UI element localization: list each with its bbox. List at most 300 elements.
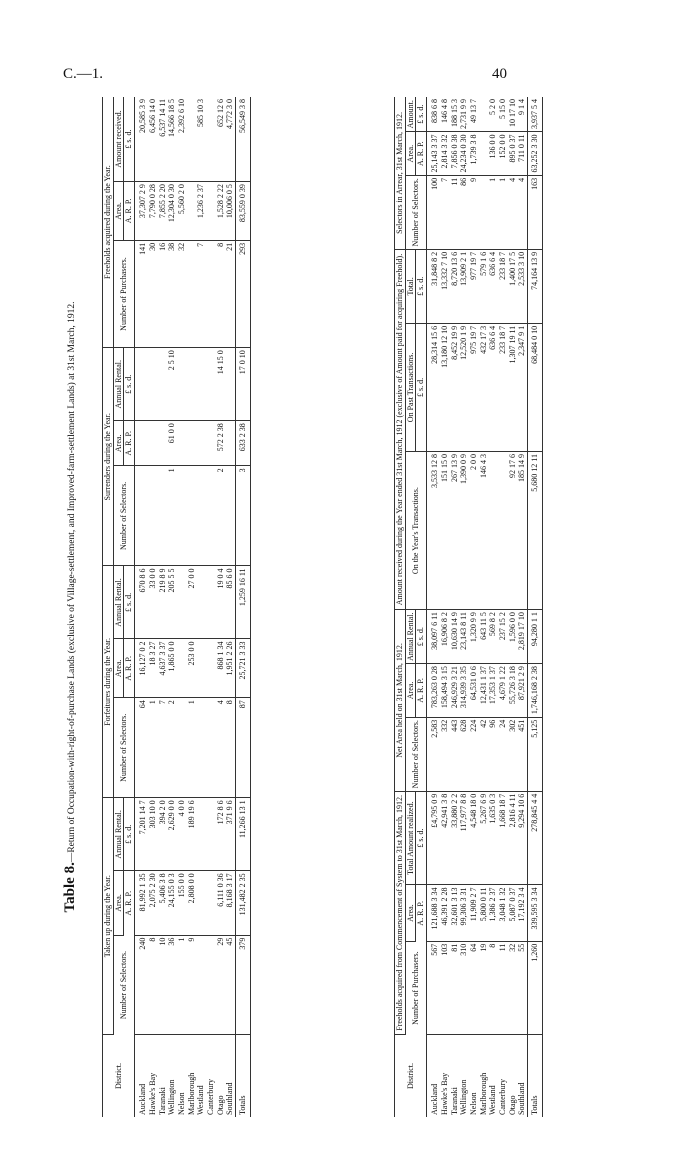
- table-row: [216, 97, 226, 1117]
- rotated-page-content: [64, 97, 694, 1117]
- cell: 4: [508, 175, 518, 249]
- cell: 32: [508, 941, 518, 1034]
- cell: 1,865 0 0: [167, 639, 177, 698]
- table-row: [450, 97, 460, 1117]
- cell: 8: [225, 698, 235, 798]
- group-header: Surrenders during the Year.: [103, 348, 114, 566]
- cell: 16,127 0 2: [135, 639, 148, 698]
- column-header: Number of Selectors.: [405, 717, 426, 791]
- cell: 20,585 3 9: [135, 97, 148, 182]
- cell: 4,679 1 22: [498, 664, 508, 718]
- cell: 443: [450, 717, 460, 791]
- cell: 5,560 2 0: [177, 182, 187, 241]
- cell: 42: [479, 717, 489, 791]
- cell: [206, 798, 216, 871]
- units-header: A. R. P.: [124, 182, 135, 241]
- cell: 36: [167, 935, 177, 1034]
- cell: 4,637 3 37: [158, 639, 168, 698]
- cell: 233 18 7: [498, 249, 508, 323]
- cell: [135, 466, 148, 566]
- cell: 81: [450, 941, 460, 1034]
- cell: 2,583: [427, 717, 440, 791]
- caption-text: —Return of Occupation-with-right-of-purchase Lands (exclusive of Village-settlement, and Improved-farm-settlement Lands) at 31st March, 1912.: [67, 301, 77, 863]
- column-header: Area.: [405, 885, 416, 941]
- cell: 103: [440, 941, 450, 1034]
- total-cell: 131,482 2 35: [236, 871, 251, 935]
- cell: 1,320 9 9: [469, 610, 479, 664]
- cell: 1,596 0 0: [508, 610, 518, 664]
- cell: 17,192 3 4: [517, 885, 527, 941]
- cell: 2,808 0 0: [187, 871, 197, 935]
- cell: 1: [498, 175, 508, 249]
- cell: 585 10 3: [196, 97, 206, 182]
- cell: 32: [177, 240, 187, 347]
- cell: 21: [225, 240, 235, 347]
- cell: 55: [517, 941, 527, 1034]
- cell: 158,494 3 15: [440, 664, 450, 718]
- district-name: Hawke's Bay: [439, 1072, 449, 1115]
- cell: 6,537 14 11: [158, 97, 168, 182]
- cell: 838 6 8: [427, 97, 440, 132]
- cell: 394 2 0: [158, 798, 168, 871]
- table-row: [225, 97, 235, 1117]
- cell: 9 1 4: [517, 97, 527, 132]
- cell: [177, 466, 187, 566]
- table-row: [158, 97, 168, 1117]
- total-cell: 1,746,168 2 38: [528, 664, 543, 718]
- cell: [135, 348, 148, 421]
- cell: 86: [459, 175, 469, 249]
- cell: 33,880 2 2: [450, 791, 460, 885]
- cell: 81,992 1 35: [135, 871, 148, 935]
- cell: 1,635 0 3: [488, 791, 498, 885]
- cell: 1,386 2 37: [488, 885, 498, 941]
- cell: 8,720 13 6: [450, 249, 460, 323]
- column-header: Area.: [405, 132, 416, 175]
- column-header: On Past Transactions.: [405, 323, 416, 451]
- cell: 8,452 19 9: [450, 323, 460, 451]
- column-header: Number of Purchasers.: [405, 941, 426, 1034]
- cell: 85 6 0: [225, 566, 235, 639]
- cell: [479, 132, 489, 175]
- cell: 1,400 17 5: [508, 249, 518, 323]
- column-header: Area.: [405, 664, 416, 718]
- cell: 4: [216, 698, 226, 798]
- cell: 24,234 0 30: [459, 132, 469, 175]
- cell: 5 15 0: [498, 97, 508, 132]
- cell: 13,909 2 1: [459, 249, 469, 323]
- total-cell: 3: [236, 466, 251, 566]
- cell: 121,688 3 34: [427, 885, 440, 941]
- cell: 13,180 12 10: [440, 323, 450, 451]
- cell: 7,855 2 20: [158, 182, 168, 241]
- cell: 267 13 9: [450, 452, 460, 610]
- total-cell: 339,595 3 34: [528, 885, 543, 941]
- cell: 868 1 34: [216, 639, 226, 698]
- district-name: Marlborough: [186, 1072, 196, 1115]
- district-name: Auckland: [430, 1083, 440, 1115]
- cell: [206, 466, 216, 566]
- cell: 136 0 0: [488, 132, 498, 175]
- cell: 11: [450, 175, 460, 249]
- units-header: £ s. d.: [124, 566, 135, 639]
- cell: 332: [440, 717, 450, 791]
- cell: 12,520 1 9: [459, 323, 469, 451]
- cell: 1,528 2 22: [216, 182, 226, 241]
- cell: [177, 698, 187, 798]
- total-cell: 87: [236, 698, 251, 798]
- units-header: A. R. P.: [416, 664, 427, 718]
- cell: 189 19 6: [187, 798, 197, 871]
- cell: 100: [427, 175, 440, 249]
- column-header: Annual Rental.: [113, 798, 124, 871]
- cell: 19: [479, 941, 489, 1034]
- district-name: Taranaki: [157, 1087, 167, 1115]
- cell: 10: [158, 935, 168, 1034]
- table-1-block: [102, 97, 251, 1117]
- cell: 567: [427, 941, 440, 1034]
- district-name: Nelson: [468, 1092, 478, 1115]
- cell: 99,306 3 31: [459, 885, 469, 941]
- cell: 4,548 18 0: [469, 791, 479, 885]
- district-name: Taranaki: [449, 1087, 459, 1115]
- cell: 2,814 3 32: [440, 132, 450, 175]
- cell: 2,731 9 9: [459, 97, 469, 132]
- cell: 155 0 0: [177, 871, 187, 935]
- column-header: Total.: [405, 249, 416, 323]
- cell: 24,155 0 3: [167, 871, 177, 935]
- cell: 55,726 3 18: [508, 664, 518, 718]
- cell: [206, 97, 216, 182]
- cell: [206, 871, 216, 935]
- cell: 5,087 0 37: [508, 885, 518, 941]
- units-header: A. R. P.: [124, 871, 135, 935]
- cell: 2 0 0: [469, 452, 479, 610]
- cell: 9: [187, 935, 197, 1034]
- cell: 2,347 9 1: [517, 323, 527, 451]
- cell: 30: [148, 240, 158, 347]
- cell: [196, 698, 206, 798]
- cell: 17,353 1 37: [488, 664, 498, 718]
- cell: [148, 348, 158, 421]
- total-cell: 5,125: [528, 717, 543, 791]
- units-header: £ s. d.: [416, 97, 427, 132]
- cell: 12,304 0 30: [167, 182, 177, 241]
- cell: 233 18 7: [498, 323, 508, 451]
- cell: 29: [216, 935, 226, 1034]
- total-cell: 293: [236, 240, 251, 347]
- cell: 5 2 0: [488, 97, 498, 132]
- cell: [206, 240, 216, 347]
- cell: [187, 348, 197, 421]
- total-cell: 68,484 0 10: [528, 323, 543, 451]
- cell: 783,263 0 28: [427, 664, 440, 718]
- cell: 33 0 0: [148, 566, 158, 639]
- cell: 2,816 4 11: [508, 791, 518, 885]
- table-row: [517, 97, 527, 1117]
- column-header: Number of Purchasers.: [113, 240, 134, 347]
- cell: 4,772 3 0: [225, 97, 235, 182]
- column-header: Number of Selectors.: [113, 698, 134, 798]
- table-row: [177, 97, 187, 1117]
- cell: 14 15 0: [216, 348, 226, 421]
- district-name: Nelson: [176, 1092, 186, 1115]
- cell: [158, 466, 168, 566]
- total-cell: 25,721 3 33: [236, 639, 251, 698]
- group-header: Taken up during the Year.: [103, 798, 114, 1035]
- cell: 9,294 10 6: [517, 791, 527, 885]
- cell: [206, 698, 216, 798]
- cell: 11,909 2 7: [469, 885, 479, 941]
- total-cell: 379: [236, 935, 251, 1034]
- district-name: Marlborough: [478, 1072, 488, 1115]
- total-cell: 17 0 10: [236, 348, 251, 421]
- total-cell: 83,559 0 39: [236, 182, 251, 241]
- cell: 652 12 6: [216, 97, 226, 182]
- cell: 7,856 0 38: [450, 132, 460, 175]
- cell: 16,906 8 2: [440, 610, 450, 664]
- cell: 64,531 0 6: [469, 664, 479, 718]
- district-name: Southland: [517, 1082, 527, 1115]
- cell: 711 0 11: [517, 132, 527, 175]
- cell: 7: [158, 698, 168, 798]
- cell: 303 10 0: [148, 798, 158, 871]
- table-row: [206, 97, 216, 1117]
- cell: 8: [148, 935, 158, 1034]
- table-row: [167, 97, 177, 1117]
- cell: 7: [196, 240, 206, 347]
- cell: [206, 566, 216, 639]
- cell: [225, 348, 235, 421]
- group-header: Amount received during the Year ended 31st March, 1912 (exclusive of Amount paid for acquiring Freehold).: [395, 249, 406, 609]
- cell: 152 0 0: [498, 132, 508, 175]
- cell: 61 0 0: [167, 421, 177, 466]
- column-header: Amount received.: [113, 97, 124, 182]
- cell: 151 15 0: [440, 452, 450, 610]
- column-header: Annual Rental.: [113, 566, 124, 639]
- table-row: [479, 97, 489, 1117]
- cell: 240: [135, 935, 148, 1034]
- cell: [206, 348, 216, 421]
- table-row: [148, 97, 158, 1117]
- cell: 27 0 0: [187, 566, 197, 639]
- cell: 1,951 2 26: [225, 639, 235, 698]
- cell: 18 3 27: [148, 639, 158, 698]
- cell: 4 0 0: [177, 798, 187, 871]
- group-header: Forfeitures during the Year.: [103, 566, 114, 798]
- group-header: Selectors in Arrear, 31st March, 1912.: [395, 97, 406, 249]
- cell: 2 5 10: [167, 348, 177, 421]
- cell: 32,601 3 13: [450, 885, 460, 941]
- cell: [206, 182, 216, 241]
- total-cell: 94,280 1 1: [528, 610, 543, 664]
- cell: 1,307 19 11: [508, 323, 518, 451]
- cell: [177, 566, 187, 639]
- cell: 253 0 0: [187, 639, 197, 698]
- cell: 977 19 7: [469, 249, 479, 323]
- total-cell: 5,680 12 11: [528, 452, 543, 610]
- column-header: Total Amount realized.: [405, 791, 416, 885]
- column-header: Area.: [113, 639, 124, 698]
- table-2: [394, 97, 543, 1117]
- totals-label: Totals: [528, 1035, 543, 1118]
- table-row: [488, 97, 498, 1117]
- column-header: Area.: [113, 182, 124, 241]
- cell: £4,795 0 9: [427, 791, 440, 885]
- column-header: Area.: [113, 871, 124, 935]
- cell: [196, 348, 206, 421]
- district-name: Otago: [507, 1095, 517, 1115]
- cell: 302: [508, 717, 518, 791]
- table-row: [187, 97, 197, 1117]
- district-name: Auckland: [138, 1083, 148, 1115]
- cell: 2,629 0 0: [167, 798, 177, 871]
- total-cell: 3,937 5 4: [528, 97, 543, 132]
- district-header: District.: [395, 1035, 427, 1118]
- cell: 5,267 6 9: [479, 791, 489, 885]
- cell: 16: [158, 240, 168, 347]
- cell: [158, 348, 168, 421]
- cell: [206, 421, 216, 466]
- cell: 1: [488, 175, 498, 249]
- cell: [196, 935, 206, 1034]
- column-header: Annual Rental.: [405, 610, 416, 664]
- cell: 37,307 2 9: [135, 182, 148, 241]
- total-cell: 278,845 4 4: [528, 791, 543, 885]
- cell: 38,097 6 11: [427, 610, 440, 664]
- column-header: Number of Selectors.: [113, 935, 134, 1034]
- cell: 146 4 3: [479, 452, 489, 610]
- cell: 188 15 3: [450, 97, 460, 132]
- cell: 237 15 2: [498, 610, 508, 664]
- cell: 432 17 3: [479, 323, 489, 451]
- cell: 6,456 14 0: [148, 97, 158, 182]
- cell: [187, 240, 197, 347]
- cell: 895 0 37: [508, 132, 518, 175]
- cell: [177, 639, 187, 698]
- group-header: Net Area held on 31st March, 1912.: [395, 610, 406, 792]
- table-row: [508, 97, 518, 1117]
- cell: 2: [216, 466, 226, 566]
- cell: 670 8 6: [135, 566, 148, 639]
- cell: 64: [135, 698, 148, 798]
- district-header: District.: [103, 1035, 135, 1118]
- cell: [196, 639, 206, 698]
- district-name: Wellington: [167, 1079, 177, 1115]
- cell: [196, 566, 206, 639]
- district-name: Southland: [225, 1082, 235, 1115]
- cell: 2,533 3 10: [517, 249, 527, 323]
- district-name: Westland: [196, 1085, 206, 1115]
- column-header: Number of Selectors.: [113, 466, 134, 566]
- total-cell: 74,164 13 9: [528, 249, 543, 323]
- units-header: A. R. P.: [416, 885, 427, 941]
- cell: 141: [135, 240, 148, 347]
- column-header: Amount.: [405, 97, 416, 132]
- table-label: Table 8.: [62, 862, 78, 913]
- total-cell: 1,260: [528, 941, 543, 1034]
- cell: [177, 348, 187, 421]
- cell: [488, 452, 498, 610]
- cell: 1,668 18 7: [498, 791, 508, 885]
- units-header: £ s. d.: [124, 348, 135, 421]
- cell: 7,790 0 28: [148, 182, 158, 241]
- totals-label: Totals: [236, 1035, 251, 1118]
- units-header: £ s. d.: [416, 323, 427, 451]
- units-header: £ s. d.: [416, 610, 427, 664]
- units-header: A. R. P.: [416, 132, 427, 175]
- cell: 5,800 0 11: [479, 885, 489, 941]
- cell: 8,168 3 17: [225, 871, 235, 935]
- cell: 146 4 8: [440, 97, 450, 132]
- cell: 28,314 15 6: [427, 323, 440, 451]
- cell: 45: [225, 935, 235, 1034]
- table-2-block: [394, 97, 543, 1117]
- district-name: Westland: [488, 1085, 498, 1115]
- cell: 569 8 2: [488, 610, 498, 664]
- table-row: [498, 97, 508, 1117]
- column-header: Area.: [113, 421, 124, 466]
- cell: [187, 421, 197, 466]
- table-row: [427, 97, 440, 1117]
- cell: 172 8 6: [216, 798, 226, 871]
- totals-row: [528, 97, 543, 1117]
- cell: 2,075 2 30: [148, 871, 158, 935]
- cell: [206, 639, 216, 698]
- district-name: Otago: [215, 1095, 225, 1115]
- cell: 92 17 6: [508, 452, 518, 610]
- cell: 14,566 18 5: [167, 97, 177, 182]
- cell: 96: [488, 717, 498, 791]
- totals-row: [236, 97, 251, 1117]
- cell: [225, 421, 235, 466]
- cell: 10 17 10: [508, 97, 518, 132]
- cell: 13,332 7 10: [440, 249, 450, 323]
- column-header: On the Year's Transactions.: [405, 452, 426, 610]
- total-cell: 1,259 16 11: [236, 566, 251, 639]
- cell: 25,143 3 37: [427, 132, 440, 175]
- cell: 224: [469, 717, 479, 791]
- cell: 1,390 0 9: [459, 452, 469, 610]
- cell: 10,630 14 9: [450, 610, 460, 664]
- table-row: [469, 97, 479, 1117]
- table-caption: [64, 97, 78, 1117]
- total-cell: 56,549 3 8: [236, 97, 251, 182]
- cell: 2,819 17 10: [517, 610, 527, 664]
- table-row: [440, 97, 450, 1117]
- cell: 24: [498, 717, 508, 791]
- table-row: [135, 97, 148, 1117]
- cell: 7,201 14 7: [135, 798, 148, 871]
- cell: 7: [440, 175, 450, 249]
- table-1: [102, 97, 251, 1117]
- cell: [148, 466, 158, 566]
- cell: 1: [167, 466, 177, 566]
- page-code: C.—1.: [63, 66, 104, 82]
- cell: 1,236 2 37: [196, 182, 206, 241]
- district-name: Hawke's Bay: [147, 1072, 157, 1115]
- cell: [225, 466, 235, 566]
- cell: 31,848 8 2: [427, 249, 440, 323]
- units-header: £ s. d.: [124, 97, 135, 182]
- district-name: Canterbury: [498, 1079, 508, 1115]
- column-header: Number of Selectors.: [405, 175, 426, 249]
- cell: 636 6 4: [488, 323, 498, 451]
- total-cell: 11,266 13 1: [236, 798, 251, 871]
- cell: [479, 97, 489, 132]
- cell: 451: [517, 717, 527, 791]
- table-row: [196, 97, 206, 1117]
